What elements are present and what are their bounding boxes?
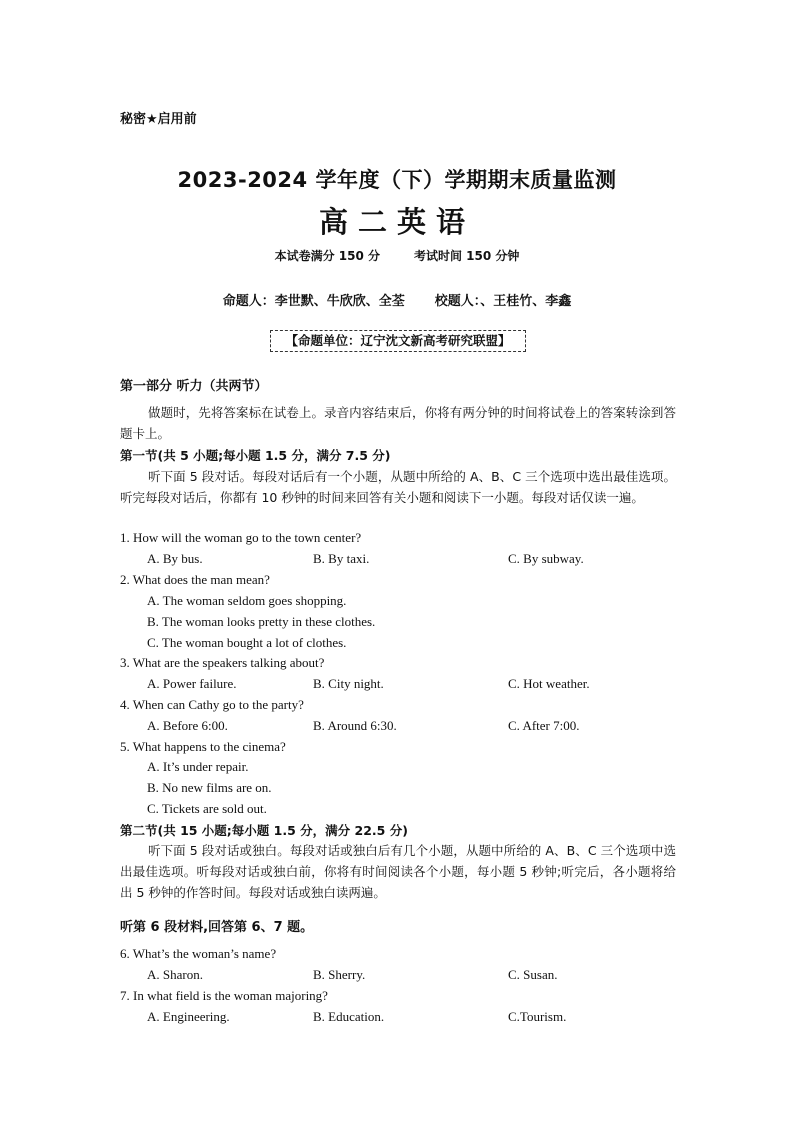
full-score: 本试卷满分 150 分	[274, 249, 380, 263]
question-1-option-a: A. By bus.	[147, 551, 203, 566]
exam-title: 2023-2024 学年度（下）学期期末质量监测	[177, 168, 617, 192]
exam-meta	[0, 247, 794, 264]
question-7-option-c: C.Tourism.	[508, 1009, 567, 1024]
part-one-intro: 做题时，先将答案标在试卷上。录音内容结束后，你将有两分钟的时间将试卷上的答案转涂到答题卡上。	[120, 405, 676, 441]
material-6-heading: 听第 6 段材料,回答第 6、7 题。	[120, 920, 314, 935]
question-1-option-b: B. By taxi.	[313, 551, 370, 566]
question-5-option-c: C. Tickets are sold out.	[147, 801, 267, 816]
setting-unit-box: 【命题单位：辽宁沈文新高考研究联盟】	[270, 330, 526, 352]
exam-time: 考试时间 150 分钟	[414, 249, 520, 263]
question-4-option-a: A. Before 6:00.	[147, 718, 228, 733]
question-5-option-a: A. It’s under repair.	[147, 759, 249, 774]
question-2-stem: 2. What does the man mean?	[120, 572, 270, 587]
subject-title: 高二英语	[318, 205, 475, 239]
section-one-instructions: 听下面 5 段对话。每段对话后有一个小题，从题中所给的 A、B、C 三个选项中选出最佳选项。听完每段对话后，你都有 10 秒钟的时间来回答有关小题和阅读下一小题。每段对话仅读一遍。	[120, 469, 676, 505]
question-7-stem: 7. In what field is the woman majoring?	[120, 988, 328, 1003]
question-setters: 命题人：李世默、牛欣欣、全荃	[222, 294, 405, 309]
question-5-stem: 5. What happens to the cinema?	[120, 739, 286, 754]
question-4-option-c: C. After 7:00.	[508, 718, 580, 733]
question-2-option-a: A. The woman seldom goes shopping.	[147, 593, 347, 608]
confidential-label: 秘密★启用前	[120, 112, 197, 127]
question-4-stem: 4. When can Cathy go to the party?	[120, 697, 304, 712]
part-one-heading: 第一部分 听力（共两节）	[120, 379, 268, 394]
question-6-option-a: A. Sharon.	[147, 967, 203, 982]
question-6-option-b: B. Sherry.	[313, 967, 366, 982]
question-7-option-a: A. Engineering.	[147, 1009, 230, 1024]
question-5-option-b: B. No new films are on.	[147, 780, 272, 795]
question-2-option-c: C. The woman bought a lot of clothes.	[147, 635, 347, 650]
question-1-option-c: C. By subway.	[508, 551, 584, 566]
question-7-option-b: B. Education.	[313, 1009, 385, 1024]
proof-readers: 校题人：、王桂竹、李鑫	[434, 294, 572, 309]
exam-authors	[0, 290, 794, 309]
section-one-heading: 第一节(共 5 小题;每小题 1.5 分，满分 7.5 分)	[120, 448, 391, 463]
section-two-heading: 第二节(共 15 小题;每小题 1.5 分，满分 22.5 分)	[120, 823, 408, 838]
question-2-option-b: B. The woman looks pretty in these clothes.	[147, 614, 376, 629]
question-3-stem: 3. What are the speakers talking about?	[120, 655, 325, 670]
question-3-option-b: B. City night.	[313, 676, 384, 691]
question-3-option-a: A. Power failure.	[147, 676, 237, 691]
question-6-stem: 6. What’s the woman’s name?	[120, 946, 277, 961]
question-6-option-c: C. Susan.	[508, 967, 558, 982]
question-3-option-c: C. Hot weather.	[508, 676, 590, 691]
section-two-instructions: 听下面 5 段对话或独白。每段对话或独白后有几个小题，从题中所给的 A、B、C 三个选项中选出最佳选项。听每段对话或独白前，你将有时间阅读各个小题，每小题 5 秒钟;听完后，各小题将给出 5 秒钟的作答时间。每段对话或独白读两遍。	[120, 843, 676, 900]
question-1-stem: 1. How will the woman go to the town center?	[120, 530, 362, 545]
question-4-option-b: B. Around 6:30.	[313, 718, 397, 733]
